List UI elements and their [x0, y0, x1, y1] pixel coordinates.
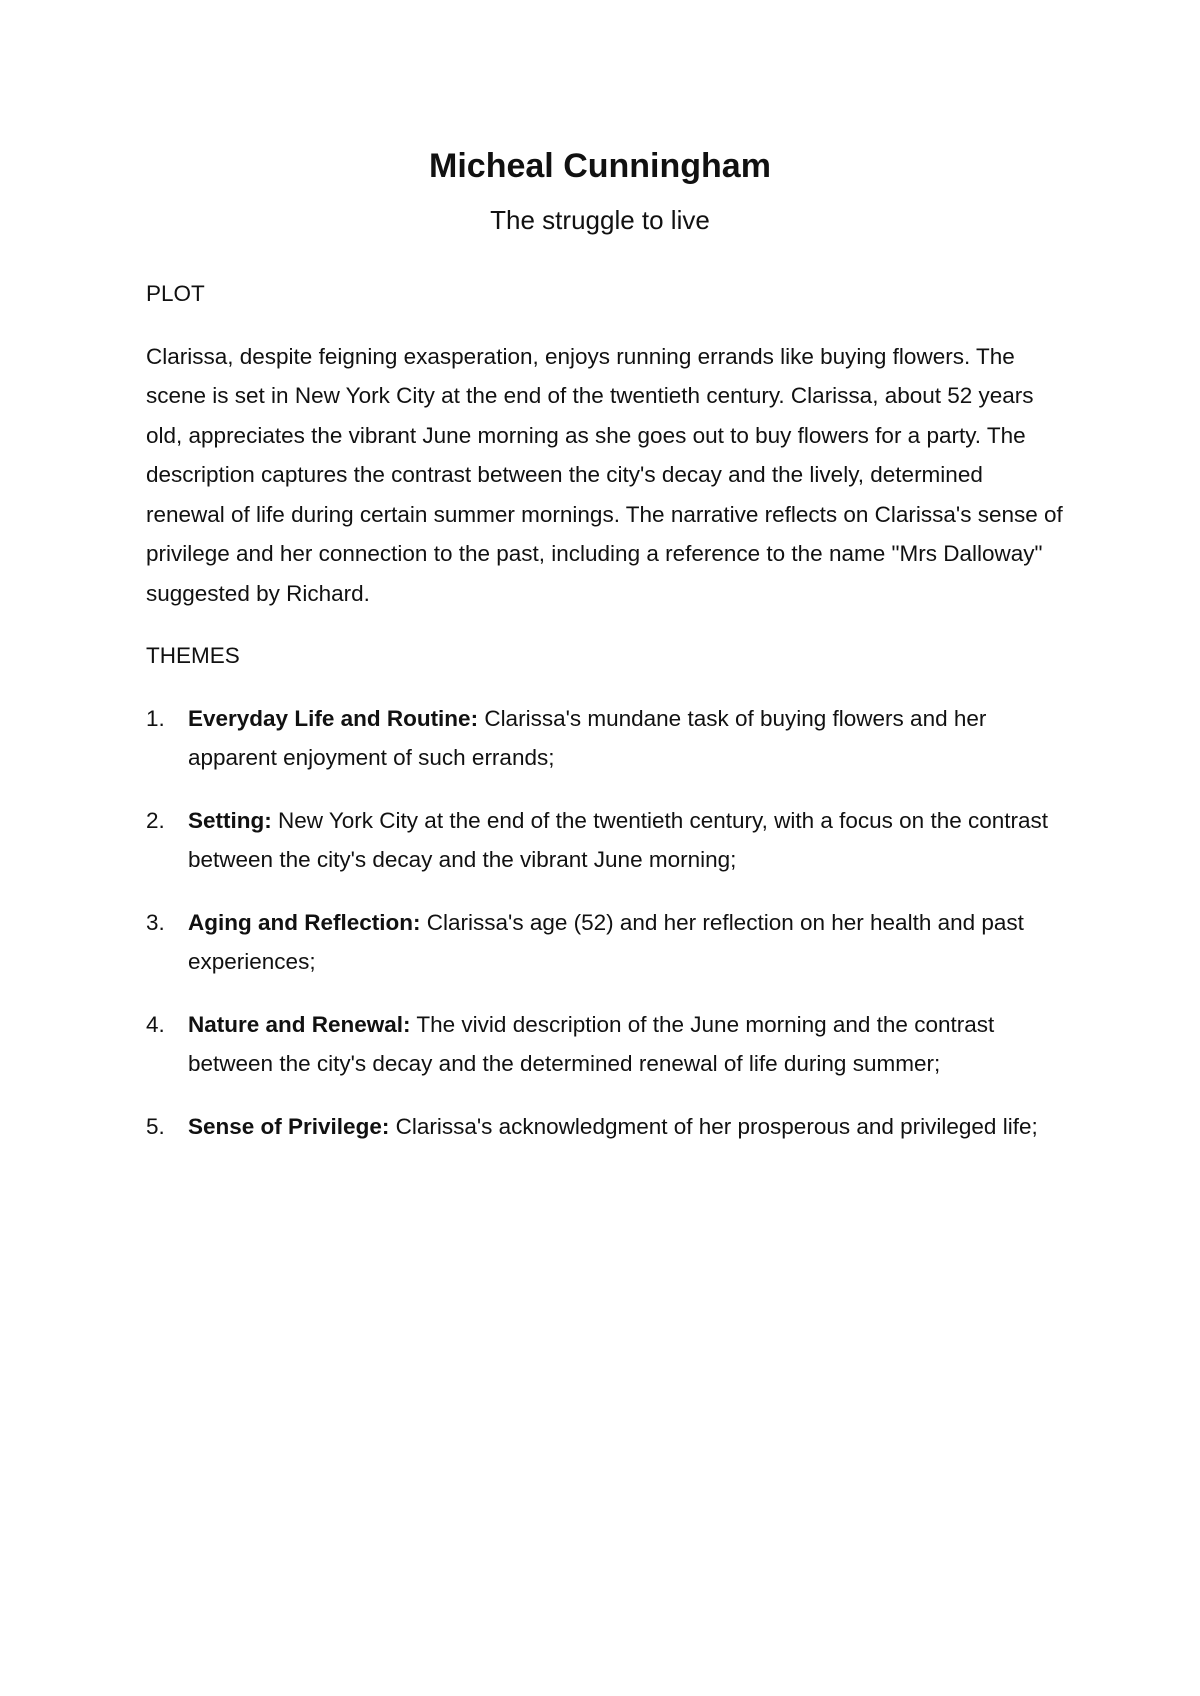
theme-number: 4.	[146, 1011, 165, 1037]
document-title: Micheal Cunningham	[429, 147, 771, 185]
theme-description: Clarissa's mundane task of buying flowers and her apparent enjoyment of such errands;	[188, 705, 987, 770]
themes-heading: THEMES	[146, 643, 240, 668]
theme-term: Sense of Privilege:	[188, 1113, 390, 1139]
theme-number: 3.	[146, 909, 165, 935]
theme-item	[146, 1107, 1066, 1147]
theme-item	[146, 699, 1066, 778]
plot-heading: PLOT	[146, 281, 205, 306]
theme-term: Setting:	[188, 807, 272, 833]
theme-number: 1.	[146, 705, 165, 731]
theme-term: Nature and Renewal:	[188, 1011, 411, 1037]
theme-number: 2.	[146, 807, 165, 833]
themes-list	[146, 699, 1066, 1147]
theme-term: Aging and Reflection:	[188, 909, 421, 935]
document-body	[146, 274, 1066, 1169]
theme-description: The vivid description of the June morning and the contrast between the city's decay and the determined renewal of life during summer;	[188, 1011, 995, 1076]
theme-term: Everyday Life and Routine:	[188, 705, 479, 731]
theme-number: 5.	[146, 1113, 165, 1139]
theme-description: New York City at the end of the twentieth century, with a focus on the contrast between the city's decay and the vibrant June morning;	[188, 807, 1049, 872]
document-subtitle: The struggle to live	[490, 205, 710, 235]
theme-item	[146, 801, 1066, 880]
theme-description: Clarissa's acknowledgment of her prosperous and privileged life;	[389, 1113, 1038, 1139]
plot-paragraph: Clarissa, despite feigning exasperation, enjoys running errands like buying flowers. The scene is set in New York City at the end of the twentieth century. Clarissa, about 52 years old, appreciates the vibrant June morning as she goes out to buy flowers for a party. The description captures the contrast between the city's decay and the lively, determined renewal of life during certain summer mornings. The narrative reflects on Clarissa's sense of privilege and her connection to the past, including a reference to the name "Mrs Dalloway" suggested by Richard.	[146, 343, 1063, 606]
theme-description: Clarissa's age (52) and her reflection on her health and past experiences;	[188, 909, 1024, 974]
theme-item	[146, 1005, 1066, 1084]
theme-item	[146, 903, 1066, 982]
